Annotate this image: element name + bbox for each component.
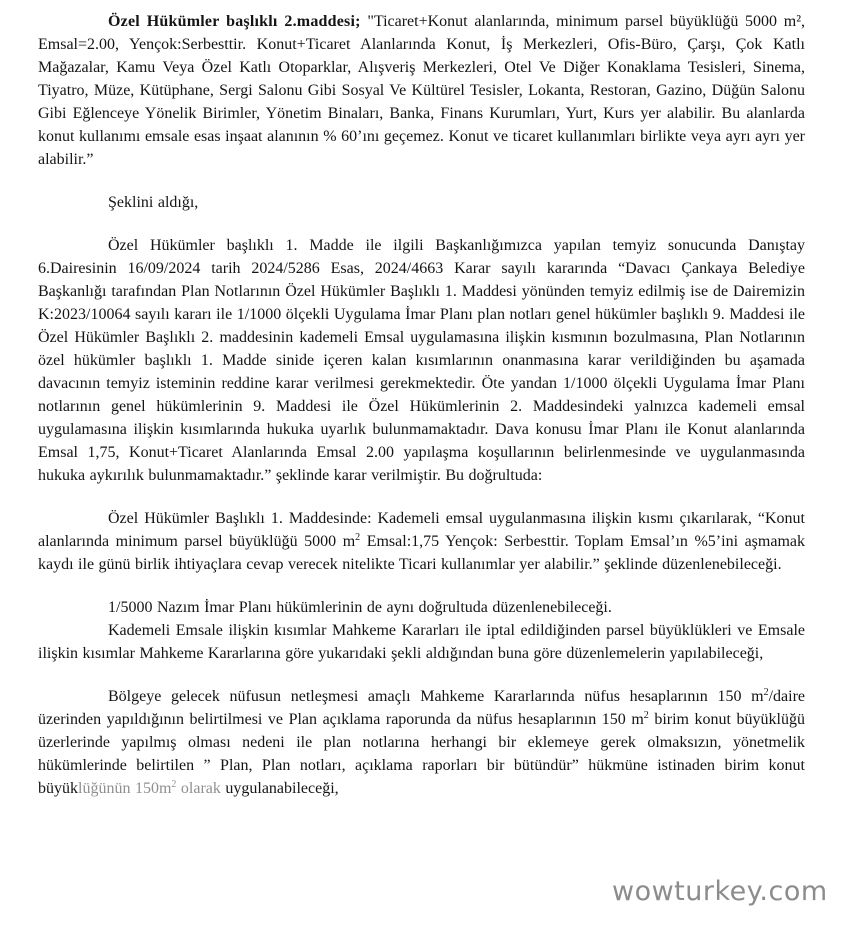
text-run-gray: olarak [176, 780, 221, 797]
text-run: Emsal:1,75 Yençok: Serbesttir. Toplam Emsal’ın %5’ini aşmamak kaydı ile günü birlik ihtiyaçlara cevap verecek nitelikte Ticari kullanımlar yer alabilir.” şeklinde düzenlenebileceği. [38, 533, 805, 573]
text-run: 1/5000 Nazım İmar Planı hükümlerinin de aynı doğrultuda düzenlenebileceği. [108, 599, 612, 616]
text-run: 2 [643, 710, 649, 721]
text-run: 2 [763, 687, 769, 698]
text-run: Özel Hükümler Başlıklı 1. Maddesinde: Kademeli emsal uygulanmasına ilişkin kısmı çıkarılarak, “Konut alanlarında minimum parsel büyüklüğü 5000 m [38, 510, 805, 550]
paragraph-nufus-hesaplari [38, 685, 805, 800]
paragraph-ozel-hukumler-madde-2 [38, 10, 805, 171]
text-run: birim konut büyüklüğü üzerlerinde yapılmış olması nedeni ile plan notlarına herhangi bir eklemeye gerek olmaksızın, yönetmelik hükümlerinde belirtilen ” Plan, Plan notları, açıklama raporları bir bütündür” hükmüne istinaden birim konut büyük [38, 711, 805, 797]
text-run: Kademeli Emsale ilişkin kısımlar Mahkeme Kararları ile iptal edildiğinden parsel büyüklükleri ve Emsale ilişkin kısımlar Mahkeme Kararlarına göre yukarıdaki şekli aldığından buna göre düzenlemelerin yapılabileceği, [38, 622, 805, 662]
paragraph-danistay-karari [38, 234, 805, 487]
text-run: Özel Hükümler başlıklı 1. Madde ile ilgili Başkanlığımızca yapılan temyiz sonucunda Danıştay 6.Dairesinin 16/09/2024 tarih 2024/5286 Esas, 2024/4663 Karar sayılı kararında “Davacı Çankaya Belediye Başkanlığı tarafından Plan Notlarının Özel Hükümler Başlıklı 1. Maddesi yönünden temyiz edilmiş ise de Dairemizin K:2023/10064 sayılı kararı ile 1/1000 ölçekli Uygulama İmar Planı plan notları genel hükümler başlıklı 9. Maddesi ile Özel Hükümler Başlıklı 2. maddesinin kademeli Emsal uygulamasına ilişkin kısmının bozulmasına, Plan Notlarının özel hükümler başlıklı 1. Madde sinide içeren kalan kısımlarının onanmasına karar verildiğinden bu aşamada davacının temyiz isteminin reddine karar verilmesi gerekmektedir. Öte yandan 1/1000 ölçekli Uygulama İmar Planı notlarının genel hükümlerinin 9. Maddesi ile Özel Hükümlerinin 2. Maddesindeki yalnızca kademeli emsal uygulamasına ilişkin kısımlarında hukuka uyarlık bulunmamaktadır. Dava konusu İmar Planı ile Konut alanlarında Emsal 1,75, Konut+Ticaret Alanlarında Emsal 2.00 yapılaşma koşullarının belirlenmesinde ve uygulanmasında hukuka aykırılık bulunmamaktadır.” şeklinde karar verilmiştir. Bu doğrultuda: [38, 237, 805, 484]
text-run-gray: 2 [171, 779, 177, 790]
text-run: Şeklini aldığı, [108, 194, 199, 211]
text-run: 2 [355, 532, 361, 543]
text-run-bold: Özel Hükümler başlıklı 2.maddesi; [108, 13, 361, 30]
document-body [38, 10, 805, 800]
text-run: "Ticaret+Konut alanlarında, minimum parsel büyüklüğü 5000 m², Emsal=2.00, Yençok:Serbesttir. Konut+Ticaret Alanlarında Konut, İş Merkezleri, Ofis-Büro, Çarşı, Çok Katlı Mağazalar, Kamu Veya Özel Katlı Otoparklar, Alışveriş Merkezleri, Otel Ve Diğer Konaklama Tesisleri, Sinema, Tiyatro, Müze, Kütüphane, Sergi Salonu Gibi Sosyal Ve Kültürel Tesisler, Lokanta, Restoran, Gazino, Düğün Salonu Gibi Eğlenceye Yönelik Birimler, Yönetim Binaları, Banka, Finans Kurumları, Yurt, Kurs yer alabilir. Bu alanlarda konut kullanımı emsale esas inşaat alanının % 60’ını geçemez. Konut ve ticaret kullanımları birlikte veya ayrı ayrı yer alabilir.” [38, 13, 805, 168]
text-run-gray: lüğünün 150m [78, 780, 172, 797]
paragraph-kademeli-emsal [38, 619, 805, 665]
text-run: uygulanabileceği, [220, 780, 339, 797]
text-run: /daire üzerinden yapıldığının belirtilmesi ve Plan açıklama raporunda da nüfus hesaplarının 150 m [38, 688, 805, 728]
paragraph-seklini-aldigi [38, 191, 805, 214]
watermark: wowturkey.com [612, 876, 828, 907]
paragraph-nazim-imar-plani [38, 596, 805, 619]
text-run: Bölgeye gelecek nüfusun netleşmesi amaçlı Mahkeme Kararlarında nüfus hesaplarının 150 m [108, 688, 764, 705]
paragraph-madde-1-duzenleme [38, 507, 805, 576]
